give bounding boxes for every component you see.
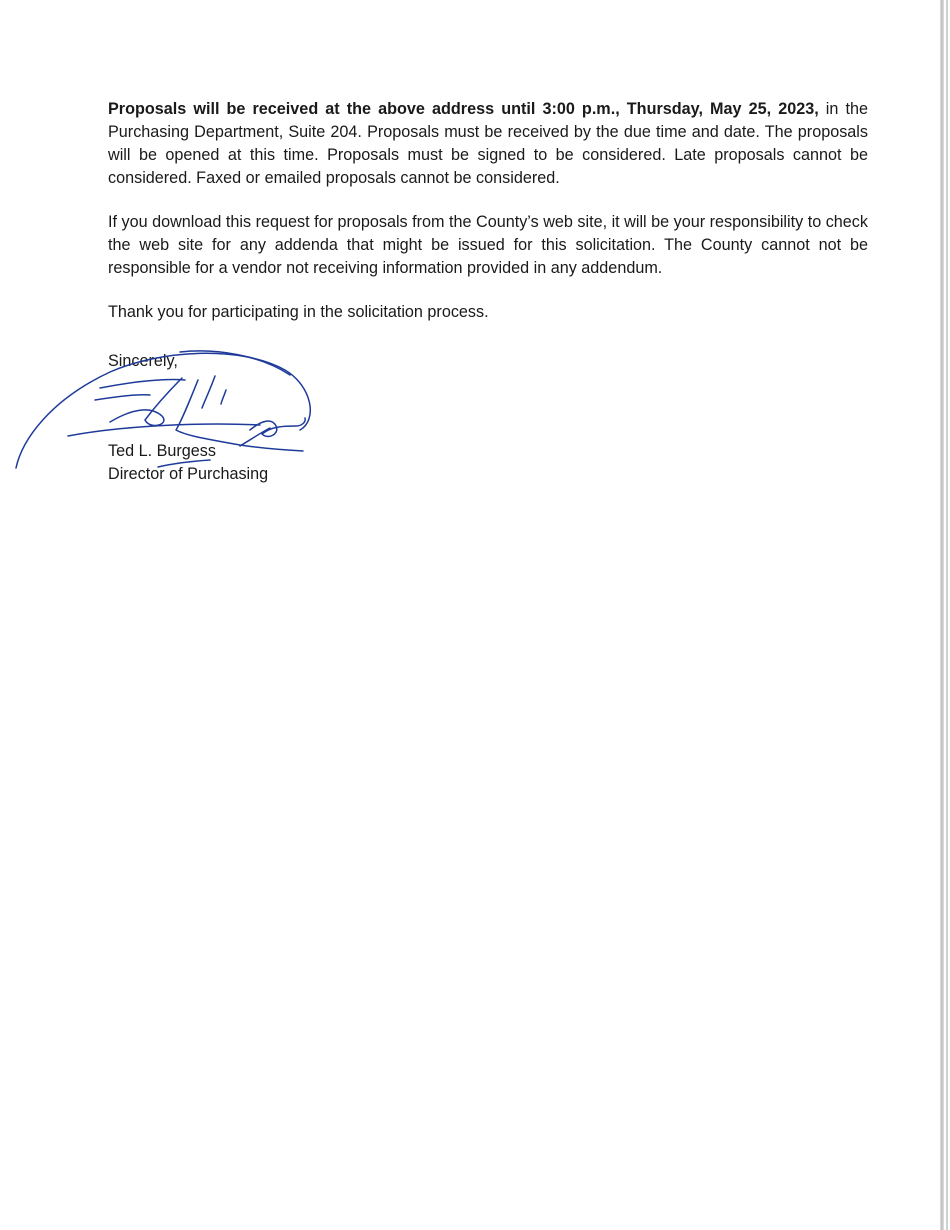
paragraph-deadline (108, 98, 868, 190)
deadline-statement: Proposals will be received at the above address until 3:00 p.m., Thursday, May 25, 2023, (108, 100, 819, 118)
closing-salutation: Sincerely, (108, 352, 178, 370)
scan-edge (940, 0, 944, 1230)
signer-title: Director of Purchasing (108, 465, 269, 483)
deadline-details: in the Purchasing Department, Suite 204. Proposals must be received by the due time and date. The proposals will be opened at this time. Proposals must be signed to be considered. Late proposals cannot be considered. Faxed or emailed proposals cannot be considered. (108, 100, 868, 187)
scan-edge-line (946, 0, 948, 1230)
paragraph-addenda: If you download this request for proposals from the County’s web site, it will be your responsibility to check the web site for any addenda that might be issued for this solicitation. The County cannot not be responsible for a vendor not receiving information provided in any addendum. (108, 213, 868, 277)
signer-name: Ted L. Burgess (108, 442, 216, 460)
paragraph-thanks: Thank you for participating in the solicitation process. (108, 303, 489, 321)
letter-body (108, 98, 868, 345)
